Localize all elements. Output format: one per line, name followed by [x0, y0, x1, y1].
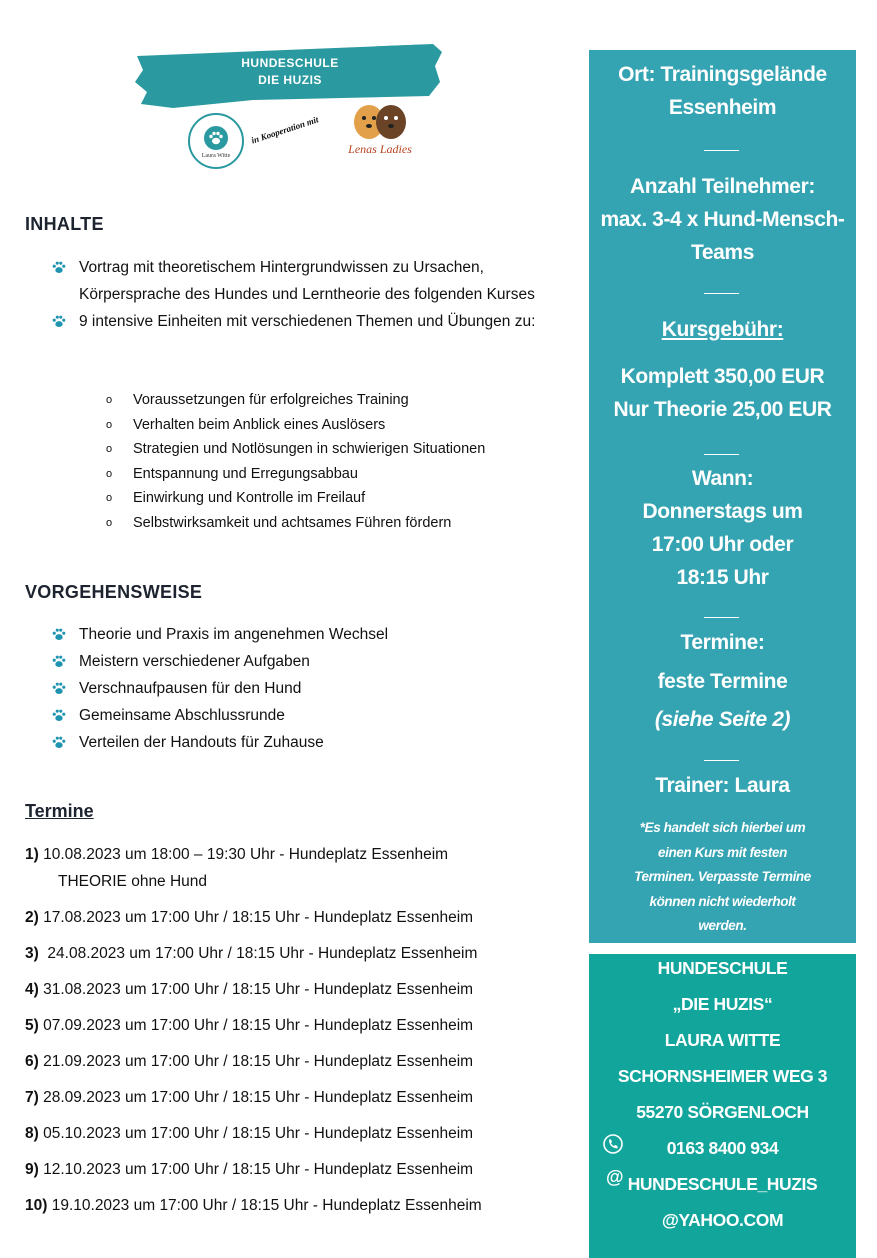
termin-number: 4): [25, 981, 39, 998]
inhalte-item: [52, 254, 552, 308]
termin-subtext: THEORIE ohne Hund: [58, 873, 208, 890]
termin-number: 5): [25, 1017, 39, 1034]
termin-row: [25, 1017, 473, 1035]
paw-badge-icon: [204, 126, 228, 150]
termin-number: 10): [25, 1197, 48, 1214]
circle-bullet-icon: o: [106, 492, 113, 505]
contact-line: „DIE HUZIS“: [672, 994, 773, 1014]
logo-title-line2: DIE HUZIS: [258, 73, 322, 87]
anzahl-line: Anzahl Teilnehmer:: [630, 175, 815, 198]
termin-number: 7): [25, 1089, 39, 1106]
separator: [704, 293, 739, 294]
inhalte-subitem: [106, 437, 556, 462]
vorgehen-item: [52, 648, 552, 675]
contact-line: 55270 SÖRGENLOCH: [636, 1102, 809, 1122]
inhalte-sublist: [106, 388, 556, 536]
logo-title-line1: HUNDESCHULE: [241, 56, 339, 70]
vorgehen-heading: VORGEHENSWEISE: [25, 582, 203, 602]
vorgehen-item-text: Meistern verschiedener Aufgaben: [79, 653, 310, 670]
hinweis-line: werden.: [698, 918, 747, 933]
paw-bullet-icon: [52, 315, 66, 328]
inhalte-subitem-text: Voraussetzungen für erfolgreiches Training: [133, 392, 409, 408]
anzahl-block: [589, 170, 856, 269]
termin-text: 17.08.2023 um 17:00 Uhr / 18:15 Uhr - Hundeplatz Essenheim: [43, 909, 474, 926]
inhalte-subitem-text: Einwirkung und Kontrolle im Freilauf: [133, 490, 366, 507]
inhalte-subitem: [106, 462, 556, 487]
termin-row: [25, 1197, 482, 1215]
contact-email-line1[interactable]: HUNDESCHULE_HUZIS: [627, 1174, 818, 1194]
vorgehen-item: [52, 621, 552, 648]
termin-row: [25, 1053, 473, 1071]
termin-row: [25, 846, 448, 864]
termin-number: 9): [25, 1161, 39, 1178]
paw-bullet-icon: [52, 628, 66, 641]
kursgebuehr-line: Nur Theorie 25,00 EUR: [613, 398, 832, 421]
laura-witte-badge: [188, 113, 244, 169]
hinweis-block: [589, 816, 856, 939]
termin-row: [25, 1089, 473, 1107]
termin-row: [25, 981, 473, 999]
separator: [704, 617, 739, 618]
paw-bullet-icon: [52, 709, 66, 722]
inhalte-item-text: Vortrag mit theoretischem Hintergrundwissen zu Ursachen, Körpersprache des Hundes und Lerntheorie des folgenden Kurses: [79, 259, 535, 303]
termine-info-line: feste Termine: [657, 670, 788, 693]
termine-info-line: (siehe Seite 2): [654, 708, 791, 731]
inhalte-subitem: [106, 413, 556, 438]
badge-name: Laura Witte: [201, 153, 231, 159]
ort-line: Essenheim: [668, 96, 777, 119]
inhalte-subitem-text: Entspannung und Erregungsabbau: [133, 465, 358, 482]
termin-text: 21.09.2023 um 17:00 Uhr / 18:15 Uhr - Hundeplatz Essenheim: [43, 1053, 474, 1070]
contact-block: [589, 950, 856, 1238]
termin-number: 3): [25, 945, 39, 962]
termin-text: 19.10.2023 um 17:00 Uhr / 18:15 Uhr - Hundeplatz Essenheim: [51, 1197, 482, 1214]
hinweis-line: einen Kurs mit festen: [658, 844, 787, 860]
termin-text: 28.09.2023 um 17:00 Uhr / 18:15 Uhr - Hundeplatz Essenheim: [43, 1089, 474, 1106]
paw-bullet-icon: [52, 736, 66, 749]
termin-text: 12.10.2023 um 17:00 Uhr / 18:15 Uhr - Hundeplatz Essenheim: [43, 1161, 474, 1178]
wann-line: 17:00 Uhr oder: [651, 533, 794, 556]
paw-bullet-icon: [52, 261, 66, 274]
contact-line: LAURA WITTE: [664, 1030, 781, 1050]
ort-line: Ort: Trainingsgelände: [618, 63, 827, 86]
circle-bullet-icon: o: [106, 516, 113, 529]
circle-bullet-icon: o: [106, 443, 113, 456]
vorgehen-list: [52, 621, 552, 756]
circle-bullet-icon: o: [106, 394, 113, 406]
inhalte-subitem: [106, 486, 556, 511]
at-icon: @: [606, 1167, 624, 1187]
vorgehen-item-text: Verschnaufpausen für den Hund: [79, 680, 302, 697]
phone-icon: [602, 1133, 624, 1155]
partner-name: Lenas Ladies: [348, 142, 412, 156]
inhalte-subitem: [106, 388, 556, 413]
wann-line: 18:15 Uhr: [676, 566, 769, 589]
trainer-text: Trainer: Laura: [655, 774, 790, 797]
kursgebuehr-block: [589, 360, 856, 426]
paw-bullet-icon: [52, 682, 66, 695]
vorgehen-item: [52, 702, 552, 729]
wann-line: Donnerstags um: [642, 500, 803, 523]
inhalte-subitem-text: Verhalten beim Anblick eines Auslösers: [133, 416, 386, 433]
logo-title: [200, 55, 380, 89]
termine-info-line: Termine:: [680, 631, 765, 654]
termin-text: 10.08.2023 um 18:00 – 19:30 Uhr - Hundeplatz Essenheim: [43, 846, 449, 863]
termin-number: 2): [25, 909, 39, 926]
termin-row: [25, 945, 477, 963]
termin-number: 8): [25, 1125, 39, 1142]
termin-text: 31.08.2023 um 17:00 Uhr / 18:15 Uhr - Hundeplatz Essenheim: [43, 981, 474, 998]
paw-bullet-icon: [52, 655, 66, 668]
vorgehen-item-text: Theorie und Praxis im angenehmen Wechsel: [79, 626, 389, 643]
vorgehen-item-text: Gemeinsame Abschlussrunde: [79, 707, 285, 724]
termin-number: 6): [25, 1053, 39, 1070]
separator: [704, 760, 739, 761]
contact-line: SCHORNSHEIMER WEG 3: [617, 1066, 828, 1086]
termin-number: 1): [25, 846, 39, 863]
contact-phone[interactable]: 0163 8400 934: [666, 1138, 779, 1158]
inhalte-subitem-text: Strategien und Notlösungen in schwierigen Situationen: [133, 441, 486, 458]
hinweis-line: können nicht wiederholt: [649, 893, 796, 909]
termin-text: 07.09.2023 um 17:00 Uhr / 18:15 Uhr - Hundeplatz Essenheim: [43, 1017, 474, 1034]
circle-bullet-icon: o: [106, 467, 113, 480]
kursgebuehr-heading-text: Kursgebühr:: [661, 318, 784, 341]
wann-block: [589, 462, 856, 594]
hinweis-line: *Es handelt sich hierbei um: [639, 820, 806, 835]
vorgehen-item: [52, 729, 552, 756]
dogs-logo-icon: [347, 98, 413, 142]
inhalte-heading: INHALTE: [25, 214, 104, 234]
inhalte-item-text: 9 intensive Einheiten mit verschiedenen Themen und Übungen zu:: [79, 313, 536, 330]
termin-row: [25, 1161, 473, 1179]
kursgebuehr-line: Komplett 350,00 EUR: [620, 365, 825, 388]
inhalte-item: [52, 308, 552, 335]
termin-row: [25, 1125, 473, 1143]
vorgehen-item: [52, 675, 552, 702]
inhalte-list: [52, 254, 552, 335]
ort-block: [589, 58, 856, 124]
termin-text: 05.10.2023 um 17:00 Uhr / 18:15 Uhr - Hundeplatz Essenheim: [43, 1125, 474, 1142]
separator: [704, 454, 739, 455]
contact-line: HUNDESCHULE: [657, 958, 788, 978]
vorgehen-item-text: Verteilen der Handouts für Zuhause: [79, 734, 324, 751]
contact-email-line2[interactable]: @YAHOO.COM: [661, 1210, 784, 1230]
separator: [704, 150, 739, 151]
termin-row: [25, 909, 473, 927]
hinweis-line: Terminen. Verpasste Termine: [634, 869, 811, 884]
kooperation-text: in Kooperation mit: [250, 114, 320, 146]
inhalte-subitem-text: Selbstwirksamkeit und achtsames Führen fördern: [133, 514, 452, 531]
wann-line: Wann:: [691, 467, 754, 490]
inhalte-subitem: [106, 511, 556, 536]
termine-heading: Termine: [25, 801, 94, 821]
anzahl-line: Teams: [691, 241, 754, 264]
circle-bullet-icon: o: [106, 418, 113, 431]
kursgebuehr-heading: [589, 313, 856, 346]
termin-text: 24.08.2023 um 17:00 Uhr / 18:15 Uhr - Hundeplatz Essenheim: [47, 945, 478, 962]
anzahl-line: max. 3-4 x Hund-Mensch-: [600, 208, 845, 231]
